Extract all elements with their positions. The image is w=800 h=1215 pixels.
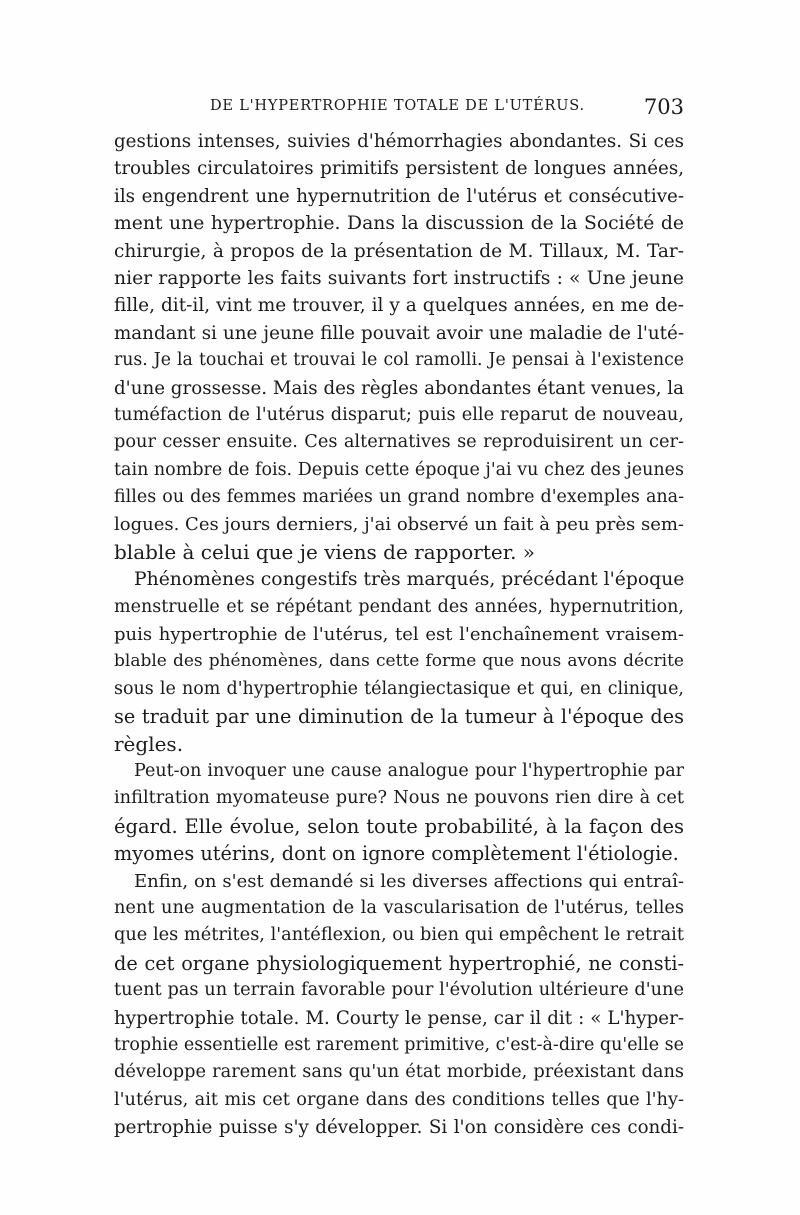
text-line: Enfin, on s'est demandé si les diverses affections qui entraî- (134, 870, 684, 892)
text-line: se traduit par une diminution de la tumeur à l'époque des (114, 705, 684, 729)
text-line: tuent pas un terrain favorable pour l'évolution ultérieure d'une (114, 980, 684, 1001)
running-head (114, 96, 684, 124)
text-line: gestions intenses, suivies d'hémorrhagies abondantes. Si ces (114, 131, 684, 152)
text-line: règles. (114, 731, 184, 756)
text-line: que les métrites, l'antéflexion, ou bien qui empêchent le retrait (114, 925, 684, 946)
text-line: développe rarement sans qu'un état morbide, préexistant dans (114, 1062, 684, 1083)
text-line: mandant si une jeune fille pouvait avoir une maladie de l'uté- (114, 322, 684, 344)
text-line: nier rapporte les faits suivants fort instructifs : « Une jeune (114, 267, 684, 289)
text-line: ils engendrent une hypernutrition de l'utérus et consécutive- (114, 185, 684, 207)
text-line: infiltration myomateuse pure? Nous ne pouvons rien dire à cet (114, 788, 684, 809)
text-line: sous le nom d'hypertrophie télangiectasique et qui, en clinique, (114, 678, 684, 699)
text-line: filles ou des femmes mariées un grand nombre d'exemples ana- (114, 487, 684, 508)
text-line: menstruelle et se répétant pendant des années, hypernutrition, (114, 596, 684, 617)
text-line: ment une hypertrophie. Dans la discussion de la Société de (114, 213, 684, 235)
running-title: DE L'HYPERTROPHIE TOTALE DE L'UTÉRUS. (210, 98, 585, 114)
text-line: tain nombre de fois. Depuis cette époque j'ai vu chez des jeunes (114, 459, 684, 480)
text-line: égard. Elle évolue, selon toute probabilité, à la façon des (114, 814, 684, 838)
text-line: pour cesser ensuite. Ces alternatives se reproduisirent un cer- (114, 432, 684, 453)
body-text (114, 128, 684, 1141)
text-line: chirurgie, à propos de la présentation de M. Tillaux, M. Tar- (114, 240, 684, 262)
page-number: 703 (643, 95, 684, 119)
text-line: Peut-on invoquer une cause analogue pour l'hypertrophie par (134, 760, 684, 781)
text-line: pertrophie puisse s'y développer. Si l'on considère ces condi- (114, 1117, 684, 1139)
text-line: rus. Je la touchai et trouvai le col ramolli. Je pensai à l'existence (114, 350, 684, 371)
text-line: puis hypertrophie de l'utérus, tel est l'enchaînement vraisem- (114, 624, 684, 646)
text-line: trophie essentielle est rarement primitive, c'est-à-dire qu'elle se (114, 1034, 685, 1055)
text-line: troubles circulatoires primitifs persistent de longues années, (114, 158, 684, 180)
text-line: blable à celui que je viens de rapporter. » (114, 539, 536, 564)
text-line: tuméfaction de l'utérus disparut; puis elle reparut de nouveau, (114, 404, 684, 425)
text-line: nent une augmentation de la vascularisation de l'utérus, telles (114, 897, 684, 918)
text-line: blable des phénomènes, dans cette forme que nous avons décrite (114, 651, 684, 672)
text-line: de cet organe physiologiquement hypertrophié, ne consti- (114, 951, 684, 975)
text-line: logues. Ces jours derniers, j'ai observé un fait à peu près sem- (114, 514, 684, 536)
text-line: hypertrophie totale. M. Courty le pense, car il dit : « L'hyper- (114, 1007, 684, 1029)
text-line: Phénomènes congestifs très marqués, précédant l'époque (134, 569, 685, 591)
text-line: fille, dit-il, vint me trouver, il y a quelques années, en me de- (114, 295, 684, 317)
text-line: l'utérus, ait mis cet organe dans des conditions telles que l'hy- (114, 1089, 684, 1110)
text-line: d'une grossesse. Mais des règles abondantes étant venues, la (114, 377, 685, 399)
text-line: myomes utérins, dont on ignore complètement l'étiologie. (114, 842, 679, 866)
